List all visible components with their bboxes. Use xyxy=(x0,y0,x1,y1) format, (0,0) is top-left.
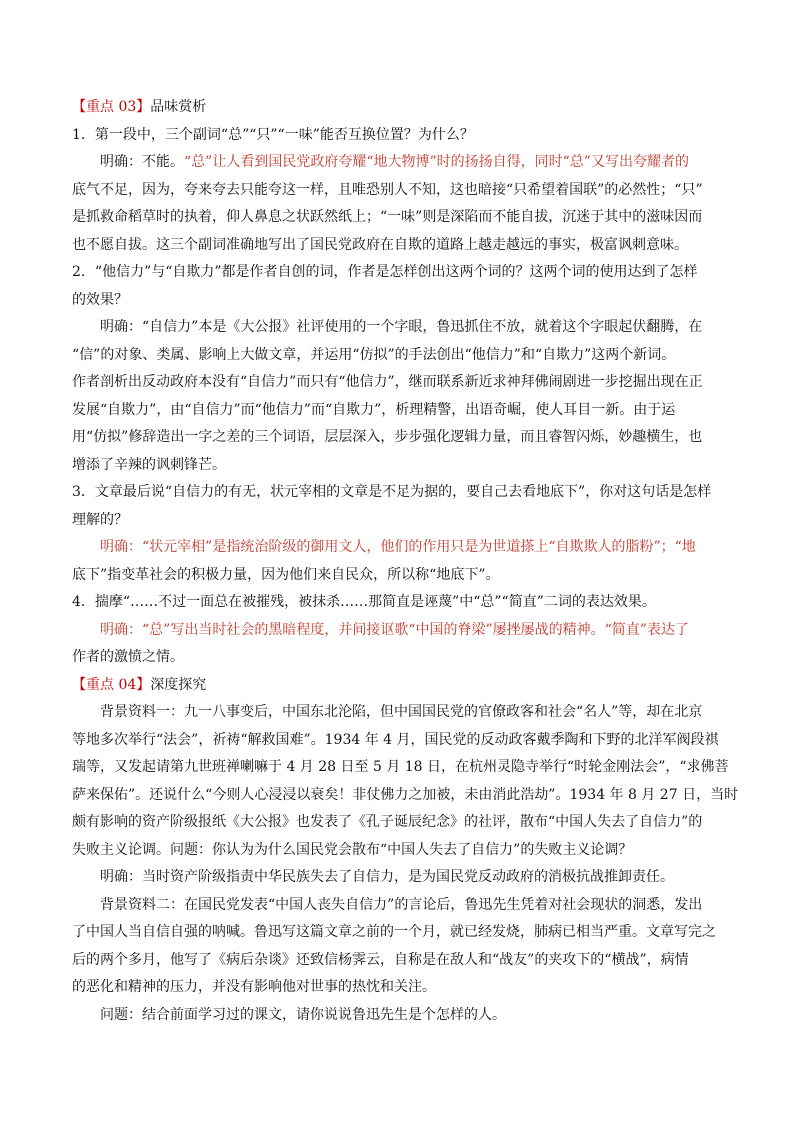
answer-text: 底气不足，因为，夸来夸去只能夸这一样，且唯恐别人不知，这也暗接“只希望着国联”的必然性；“只” xyxy=(72,181,703,198)
paragraph-text: 瑞等，又发起请第九世班禅喇嘛于 4 月 28 日至 5 月 18 日，在杭州灵隐寺举行“时轮金刚法会”，“求佛菩 xyxy=(72,759,729,775)
answer-text: 明确：“状元宰相”是指统治阶级的御用文人，他们的作用只是为世道搽上“自欺欺人的脂粉”；“地 xyxy=(100,539,696,555)
answer-text: 是抓救命稻草时的执着，仰人鼻息之状跃然纸上；“一味”则是深陷而不能自拔，沉迷于其中的滋味因而 xyxy=(72,209,703,225)
paragraph-text: 背景资料一：九一八事变后，中国东北沦陷，但中国国民党的官僚政客和社会“名人”等，却在北京 xyxy=(100,704,703,720)
bracket-open: 【 xyxy=(72,676,86,693)
answer-3 xyxy=(72,534,728,589)
section-heading-04 xyxy=(72,672,728,700)
question-4: 4．揣摩“……不过一面总在被摧残，被抹杀……那简直是诬蔑”中“总”“简直”二词的表达效果。 xyxy=(72,594,656,610)
section-title: 品味赏析 xyxy=(150,99,207,115)
bracket-close: 】 xyxy=(136,99,151,115)
section-number: 重点 04 xyxy=(86,676,137,693)
paragraph-text: 了中国人当自信自强的呐喊。鲁迅写这篇文章之前的一个月，就已经发烧，肺病已相当严重。文章写完之 xyxy=(72,924,716,940)
bracket-close: 】 xyxy=(136,676,151,693)
question-text: 2．“他信力”与“自欺力”都是作者自创的词，作者是怎样创出这两个词的？这两个词的使用达到了怎样 xyxy=(72,264,698,280)
paragraph-text: 后的两个多月，他写了《病后杂谈》还致信杨霁云，自称是在敌人和“战友”的夹攻下的“横战”，病情 xyxy=(72,951,689,968)
question-text: 3．文章最后说“自信力的有无，状元宰相的文章是不足为据的，要自己去看地底下”，你对这句话是怎样 xyxy=(72,484,712,500)
answer-4 xyxy=(72,617,728,672)
answer-5: 明确：当时资产阶级指责中华民族失去了自信力，是为国民党反动政府的消极抗战推卸责任。 xyxy=(100,869,674,885)
section-number: 重点 03 xyxy=(86,99,137,115)
answer-text: 作者的激愤之情。 xyxy=(72,649,184,665)
answer-2 xyxy=(72,314,728,479)
paragraph-text: 的恶化和精神的压力，并没有影响他对世事的热忱和关注。 xyxy=(72,979,436,995)
question-2 xyxy=(72,259,728,314)
answer-text: 发展“自欺力”，由“自信力”而“他信力”而“自欺力”，析理精警，出语奇崛，使人耳目一新。由于运 xyxy=(72,401,676,418)
answer-text: “信”的对象、类属、影响上大做文章，并运用“仿拟”的手法创出“他信力”和“自欺力”这两个新词。 xyxy=(72,346,676,363)
answer-text: 用“仿拟”修辞造出一字之差的三个词语，层层深入，步步强化逻辑力量，而且睿智闪烁，妙趣横生，也 xyxy=(72,429,703,445)
paragraph-text: 颇有影响的资产阶级报纸《大公报》也发表了《孔子诞辰纪念》的社评，散布“中国人失去了自信力”的 xyxy=(72,814,703,830)
paragraph-text: 萨来保佑”。还说什么“今则人心浸浸以衰矣！非仗佛力之加被，未由消此浩劫”。1934 年 8 月 27 日，当时 xyxy=(72,786,739,803)
paragraph-text: 背景资料二：在国民党发表“中国人丧失自信力”的言论后，鲁迅先生凭着对社会现状的洞悉，发出 xyxy=(100,896,703,913)
answer-text: 增添了辛辣的讽刺锋芒。 xyxy=(72,456,226,473)
answer-lead: 明确：不能。 xyxy=(100,154,184,170)
question-5: 问题：结合前面学习过的课文，请你说说鲁迅先生是个怎样的人。 xyxy=(100,1006,506,1023)
answer-text: 也不愿自拔。这三个副词准确地写出了国民党政府在自欺的道路上越走越远的事实，极富讽刺意味。 xyxy=(72,236,688,253)
answer-1 xyxy=(72,149,728,259)
section-heading-03 xyxy=(72,94,728,122)
document-page xyxy=(72,94,739,1029)
question-text: 的效果？ xyxy=(72,291,128,308)
section-title: 深度探究 xyxy=(150,676,207,693)
background-material-1 xyxy=(72,699,739,864)
paragraph-text: 等地多次举行“法会”，祈祷“解救国难”。1934 年 4 月，国民党的反动政客戴季陶和下野的北洋军阀段祺 xyxy=(72,731,719,748)
answer-text: 作者剖析出反动政府本没有“自信力”而只有“他信力”，继而联系新近求神拜佛闹剧进一步挖掘出现在正 xyxy=(72,374,703,390)
answer-text: 明确：“总”写出当时社会的黑暗程度，并间接讴歌“中国的脊梁”屡挫屡战的精神。“简直”表达了 xyxy=(100,621,689,638)
background-material-2 xyxy=(72,892,728,1002)
answer-text: 底下”指变革社会的积极力量，因为他们来自民众，所以称“地底下”。 xyxy=(72,566,500,583)
answer-text: “总”让人看到国民党政府夸耀“地大物博”时的扬扬自得，同时“总”又写出夸耀者的 xyxy=(184,154,689,170)
question-text: 理解的？ xyxy=(72,511,128,528)
answer-text: 明确：“自信力”本是《大公报》社评使用的一个字眼，鲁迅抓住不放，就着这个字眼起伏翻腾，在 xyxy=(100,319,703,335)
question-3 xyxy=(72,479,728,534)
bracket-open: 【 xyxy=(72,99,86,115)
question-1: 1．第一段中，三个副词“总”“只”“一味”能否互换位置？为什么？ xyxy=(72,126,474,143)
paragraph-text: 失败主义论调。问题：你认为为什么国民党会散布“中国人失去了自信力”的失败主义论调？ xyxy=(72,841,633,858)
